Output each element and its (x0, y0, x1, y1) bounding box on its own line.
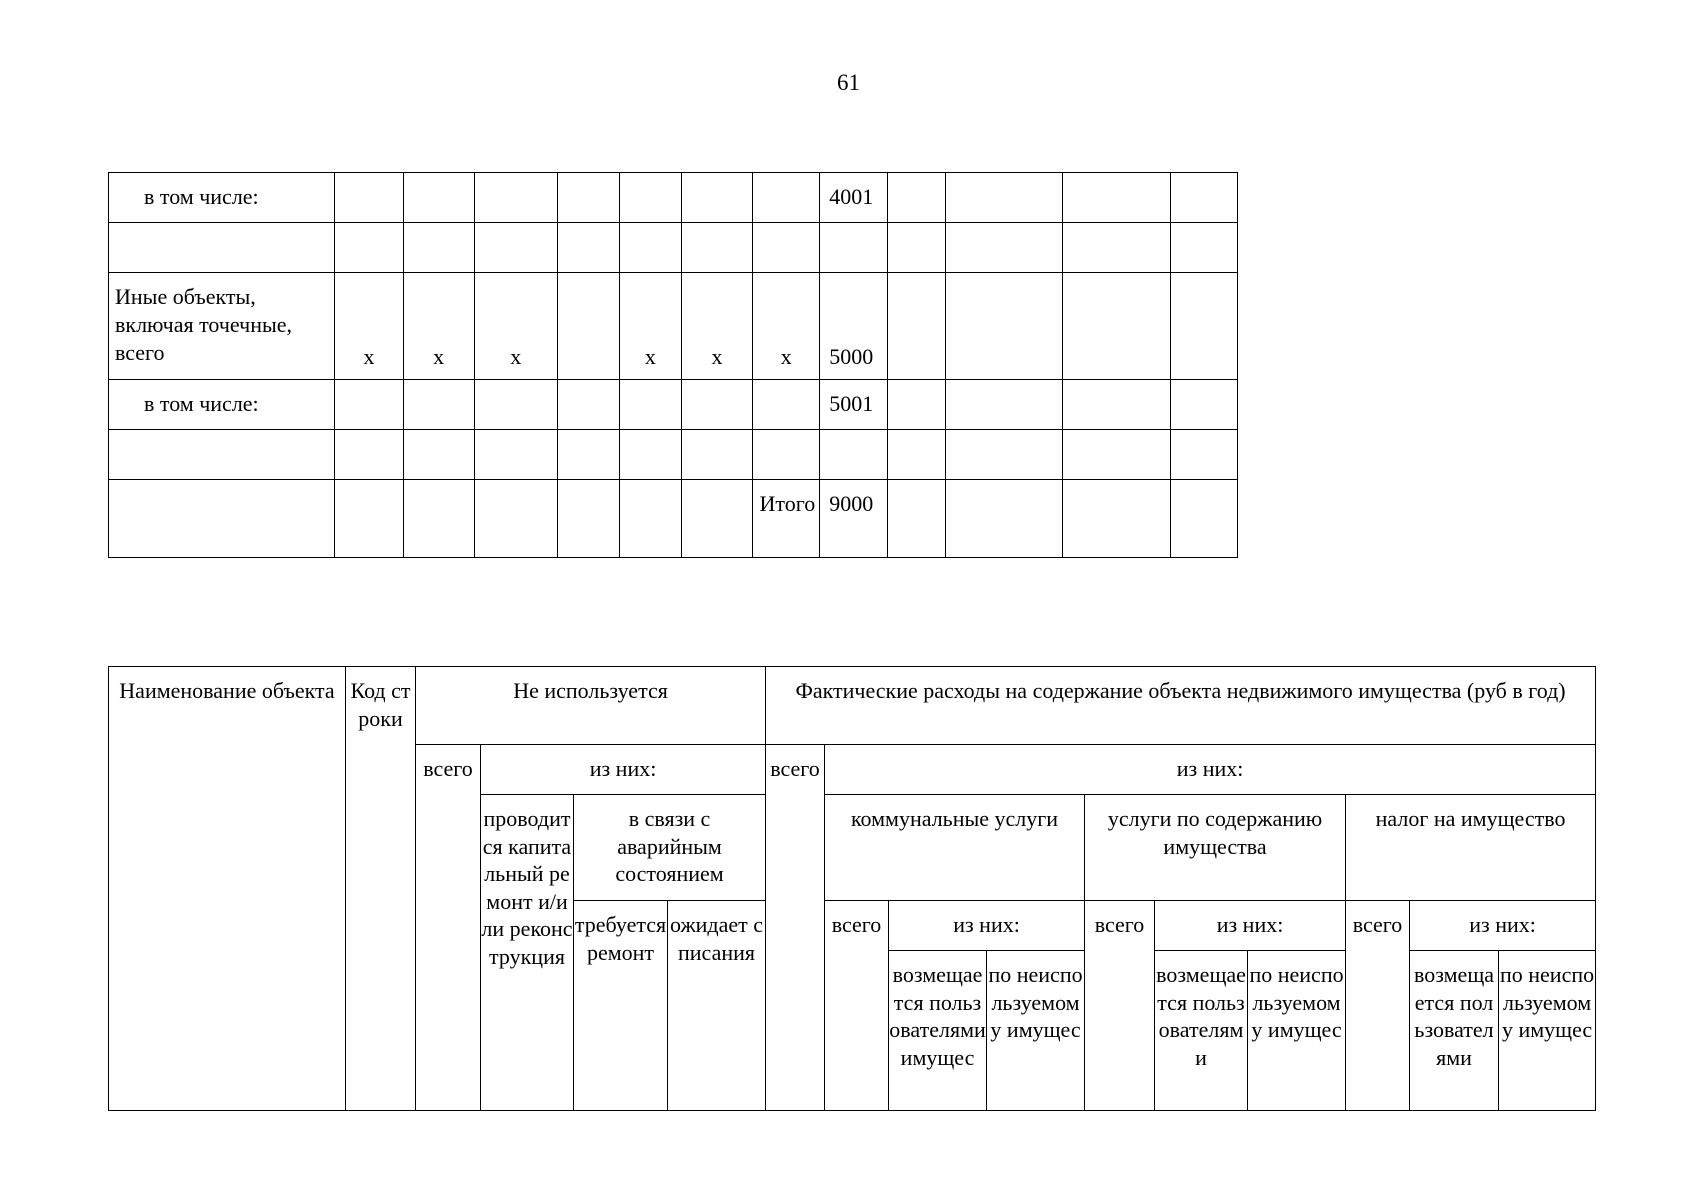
header-not-used-of-them: из них: (481, 745, 766, 795)
header-tax-reimbursed: возмещается пользователями (1410, 951, 1499, 1111)
row-name-cell (109, 430, 335, 480)
row-name-cell: в том числе: (109, 173, 335, 223)
header-expenses-total: всего (766, 745, 825, 1111)
data-cell (335, 380, 403, 430)
data-cell (474, 173, 557, 223)
data-cell (753, 223, 820, 273)
data-cell (335, 430, 403, 480)
data-cell (1062, 380, 1170, 430)
data-cell (1062, 173, 1170, 223)
data-cell (1062, 273, 1170, 380)
data-cell (557, 430, 619, 480)
data-cell (557, 273, 619, 380)
row-code-cell: 4001 (820, 173, 888, 223)
data-cell (474, 480, 557, 558)
data-cell (403, 430, 474, 480)
header-needs-repair: требуется ремонт (574, 901, 668, 1111)
row-code-cell: 5000 (820, 273, 888, 380)
table-row (109, 273, 1238, 380)
data-cell (474, 223, 557, 273)
header-row-code: Код строки (346, 667, 416, 1111)
data-cell (681, 480, 752, 558)
header-utilities-of-them: из них: (889, 901, 1085, 951)
data-cell (681, 223, 752, 273)
header-tax-of-them: из них: (1410, 901, 1596, 951)
data-cell (946, 173, 1062, 223)
data-cell: x (753, 273, 820, 380)
data-cell (557, 380, 619, 430)
data-cell: x (403, 273, 474, 380)
row-code-cell (820, 223, 888, 273)
data-cell (888, 480, 946, 558)
header-utilities-unused: по неиспользуемому имущес (987, 951, 1085, 1111)
data-cell (753, 430, 820, 480)
data-cell (557, 480, 619, 558)
row-code-cell: 9000 (820, 480, 888, 558)
header-awaiting-writeoff: ожидает списания (668, 901, 766, 1111)
data-cell (403, 380, 474, 430)
data-cell (403, 223, 474, 273)
header-maintenance-total: всего (1085, 901, 1155, 1111)
row-code-cell: 5001 (820, 380, 888, 430)
header-not-used: Не используется (416, 667, 766, 745)
data-cell (888, 430, 946, 480)
data-cell (1170, 480, 1237, 558)
data-cell (946, 223, 1062, 273)
data-cell (681, 430, 752, 480)
header-maintenance-reimbursed: возмещается пользователями (1155, 951, 1248, 1111)
data-cell (619, 380, 681, 430)
data-cell (1062, 480, 1170, 558)
row-name-cell (109, 223, 335, 273)
data-cell (403, 480, 474, 558)
header-maintenance-unused: по неиспользуемому имущес (1248, 951, 1346, 1111)
table-row (109, 173, 1238, 223)
row-name-cell: Иные объекты, включая точечные, всего (109, 273, 335, 380)
table-row (109, 223, 1238, 273)
data-cell (474, 430, 557, 480)
data-cell (619, 430, 681, 480)
unused-property-expenses-table (108, 666, 1596, 1111)
row-name-cell: в том числе: (109, 380, 335, 430)
data-cell (1170, 273, 1237, 380)
data-cell: x (681, 273, 752, 380)
data-cell (1170, 223, 1237, 273)
page-number: 61 (837, 70, 860, 95)
data-cell (1170, 173, 1237, 223)
header-property-tax: налог на имущество (1346, 795, 1596, 901)
table-row (109, 480, 1238, 558)
data-cell (946, 273, 1062, 380)
data-cell (335, 173, 403, 223)
table-row (109, 380, 1238, 430)
data-cell (888, 380, 946, 430)
header-utilities: коммунальные услуги (825, 795, 1085, 901)
header-utilities-total: всего (825, 901, 889, 1111)
data-cell (557, 173, 619, 223)
data-cell (888, 223, 946, 273)
header-maintenance-services: услуги по содержанию имущества (1085, 795, 1346, 901)
data-cell (888, 273, 946, 380)
header-actual-expenses: Фактические расходы на содержание объекта недвижимого имущества (руб в год) (766, 667, 1596, 745)
data-cell (619, 173, 681, 223)
header-object-name: Наименование объекта (109, 667, 346, 1111)
data-cell (681, 173, 752, 223)
data-cell (753, 173, 820, 223)
header-expenses-of-them: из них: (825, 745, 1596, 795)
objects-table-continuation (108, 172, 1238, 558)
data-cell: x (474, 273, 557, 380)
data-cell (946, 380, 1062, 430)
data-cell (946, 430, 1062, 480)
row-code-cell (820, 430, 888, 480)
data-cell: x (335, 273, 403, 380)
header-tax-unused: по неиспользуемому имущес (1499, 951, 1596, 1111)
header-emergency-state: в связи с аварийным состоянием (574, 795, 766, 901)
data-cell (619, 223, 681, 273)
data-cell (753, 380, 820, 430)
data-cell (335, 223, 403, 273)
data-cell: Итого (753, 480, 820, 558)
data-cell (1170, 430, 1237, 480)
header-maintenance-of-them: из них: (1155, 901, 1346, 951)
data-cell: x (619, 273, 681, 380)
data-cell (474, 380, 557, 430)
header-tax-total: всего (1346, 901, 1410, 1111)
data-cell (335, 480, 403, 558)
data-cell (1062, 430, 1170, 480)
data-cell (557, 223, 619, 273)
header-capital-repair: проводится капитальный ремонт и/или реконструкция (481, 795, 574, 1111)
header-not-used-total: всего (416, 745, 481, 1111)
data-cell (1062, 223, 1170, 273)
row-name-cell (109, 480, 335, 558)
data-cell (403, 173, 474, 223)
data-cell (681, 380, 752, 430)
table-row (109, 430, 1238, 480)
data-cell (888, 173, 946, 223)
header-utilities-reimbursed: возмещается пользователями имущес (889, 951, 987, 1111)
data-cell (619, 480, 681, 558)
data-cell (1170, 380, 1237, 430)
data-cell (946, 480, 1062, 558)
